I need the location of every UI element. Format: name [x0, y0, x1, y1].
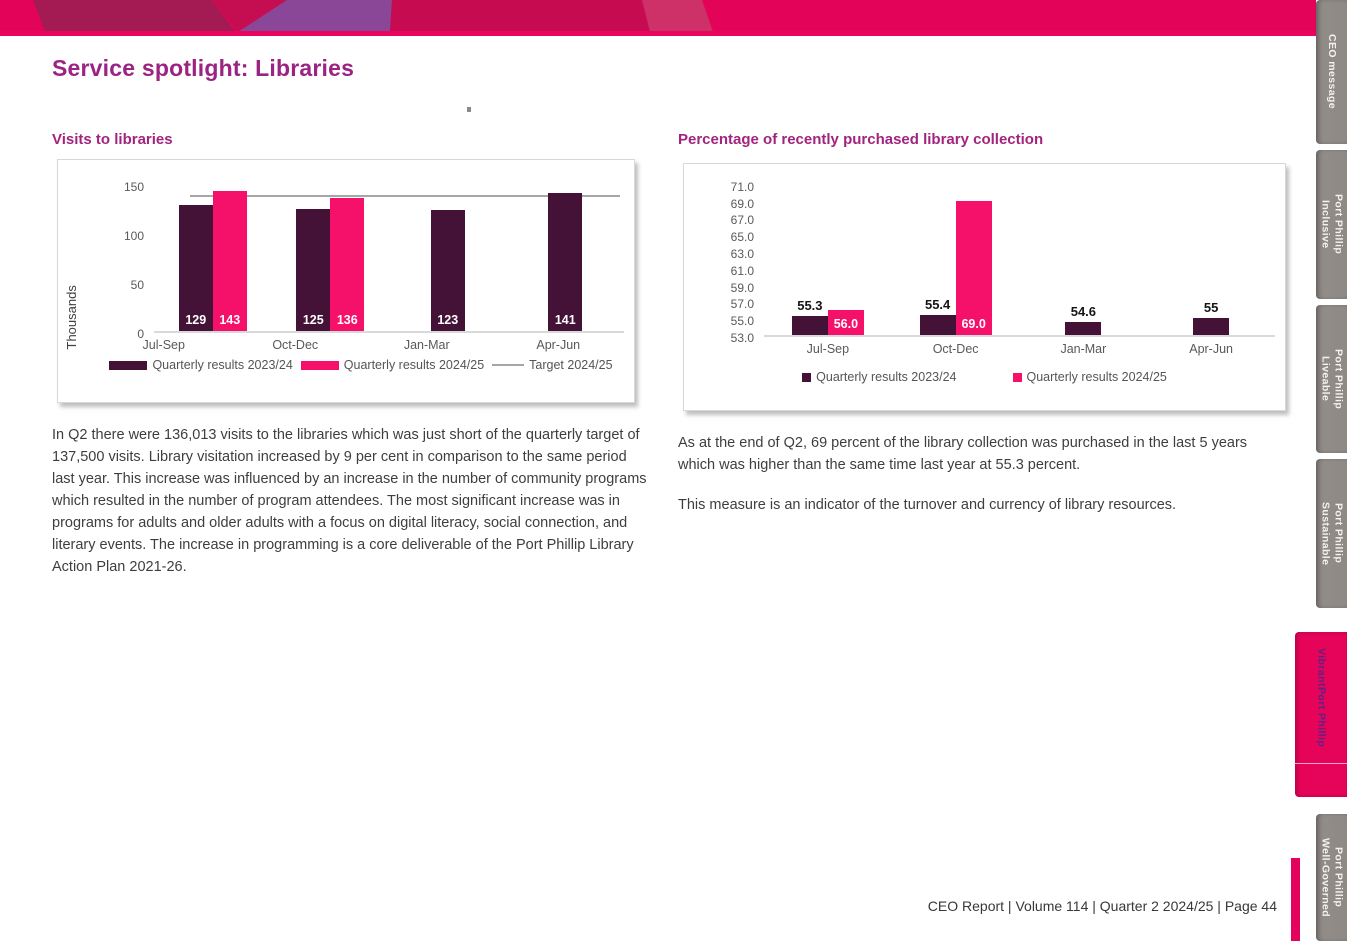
- tab-label: [1325, 34, 1338, 109]
- tab-label: [1318, 194, 1344, 254]
- banner-underline: [0, 31, 1316, 36]
- x-axis-label: Jul-Sep: [142, 338, 185, 352]
- bar: [792, 297, 828, 335]
- y-tick-label: 69.0: [730, 196, 754, 211]
- section-tab-sidebar: [1295, 0, 1347, 941]
- legend-swatch-line: [492, 364, 524, 366]
- y-axis-title: Thousands: [64, 285, 79, 350]
- legend-swatch: [109, 361, 147, 370]
- bar-value-label: 54.6: [1070, 303, 1097, 319]
- tab-label: [1295, 632, 1347, 763]
- y-tick-label: 100: [123, 229, 144, 243]
- tab-sustainable-port-phillip[interactable]: [1316, 459, 1347, 608]
- x-axis-label: Oct-Dec: [272, 338, 319, 352]
- x-axis-label: Jan-Mar: [403, 338, 450, 352]
- bar-value-label: 143: [219, 313, 241, 327]
- y-tick-label: 71.0: [730, 179, 754, 194]
- banner-shapes: [0, 0, 1316, 32]
- bar: [213, 191, 247, 331]
- tab-label-line: Liveable: [1319, 356, 1332, 402]
- bar: [296, 209, 330, 332]
- bar-value-label: 123: [437, 313, 459, 327]
- y-tick-label: 59.0: [730, 280, 754, 295]
- tab-liveable-port-phillip[interactable]: [1316, 305, 1347, 453]
- y-tick-label: 50: [130, 278, 144, 292]
- tab-label-line: Port Phillip: [1332, 847, 1345, 908]
- bar: [1065, 303, 1101, 335]
- legend-label: Quarterly results 2023/24: [152, 358, 293, 372]
- legend-swatch: [802, 373, 811, 382]
- chart-body: [684, 177, 1285, 345]
- chart-legend: [98, 358, 624, 372]
- tab-well-governed-port-phillip[interactable]: [1316, 814, 1347, 941]
- tab-label: [1318, 502, 1344, 565]
- tab-label-line: Port Phillip: [1315, 686, 1328, 747]
- page-title: Service spotlight: Libraries: [52, 55, 355, 81]
- x-axis-labels: [98, 338, 624, 352]
- legend-item: [1013, 370, 1167, 384]
- bar-group: [1147, 177, 1275, 335]
- bar: [828, 310, 864, 335]
- x-axis-label: Jan-Mar: [1060, 342, 1107, 356]
- legend-item: [492, 358, 612, 372]
- tab-label-line: Sustainable: [1319, 501, 1332, 566]
- bar-value-label: 141: [554, 313, 576, 327]
- bar: [330, 198, 364, 331]
- tab-label-line: Port Phillip: [1332, 194, 1345, 255]
- y-tick-label: 55.0: [730, 314, 754, 329]
- banner-graphic: [0, 0, 1316, 32]
- y-tick-label: 57.0: [730, 297, 754, 312]
- bar: [1193, 300, 1229, 335]
- bar-group: [764, 177, 892, 335]
- bar-value-label: 55.3: [797, 297, 823, 313]
- bar: [179, 205, 213, 331]
- right-body-text: [678, 432, 1279, 534]
- x-axis-label: Oct-Dec: [932, 342, 979, 356]
- legend-label: Quarterly results 2024/25: [1026, 370, 1167, 384]
- bar-value-label: 125: [302, 313, 324, 327]
- y-tick-label: 61.0: [730, 263, 754, 278]
- y-tick-label: 0: [137, 327, 144, 341]
- tab-label-line: Vibrant: [1315, 648, 1328, 687]
- bar-group: [1020, 177, 1148, 335]
- legend-swatch: [1013, 373, 1022, 382]
- bar-value-label: 56.0: [833, 317, 859, 331]
- tab-label-line: CEO message: [1326, 34, 1339, 110]
- collection-chart: [683, 163, 1286, 411]
- y-axis: [58, 173, 154, 350]
- legend-label: Quarterly results 2024/25: [343, 358, 485, 372]
- y-tick-label: 53.0: [730, 331, 754, 345]
- left-chart-heading: Visits to libraries: [52, 131, 173, 148]
- x-axis-label: Jul-Sep: [806, 342, 850, 356]
- tab-label: [1318, 349, 1344, 409]
- bar-value-label: 136: [336, 313, 358, 327]
- chart-legend: [684, 370, 1285, 384]
- legend-label: Quarterly results 2023/24: [816, 370, 957, 384]
- visits-chart: [57, 159, 635, 403]
- x-axis-label: Apr-Jun: [1189, 342, 1234, 356]
- plot-area: [154, 173, 624, 333]
- x-axis-label: Apr-Jun: [536, 338, 581, 352]
- tab-label-line: Well-Governed: [1319, 837, 1332, 918]
- y-tick-label: 150: [123, 180, 144, 194]
- bar-value-label: 129: [185, 313, 207, 327]
- legend-swatch: [301, 361, 339, 370]
- legend-item: [802, 370, 956, 384]
- bar-value-label: 69.0: [961, 317, 986, 331]
- x-axis-labels: [764, 342, 1275, 356]
- tab-label-line: Port Phillip: [1332, 348, 1345, 410]
- tab-label: [1318, 838, 1344, 917]
- tab-divider: [1295, 763, 1347, 764]
- bar: [431, 210, 465, 331]
- plot-area: [764, 177, 1275, 337]
- y-tick-label: 67.0: [730, 213, 754, 228]
- tab-ceo-message[interactable]: [1316, 0, 1347, 144]
- bar-value-label: 55.4: [924, 296, 951, 312]
- right-chart-heading: Percentage of recently purchased library collection: [678, 131, 1044, 148]
- legend-label: Target 2024/25: [529, 358, 613, 372]
- stray-dot: [467, 107, 471, 112]
- y-axis: [684, 177, 764, 345]
- tab-inclusive-port-phillip[interactable]: [1316, 150, 1347, 299]
- tab-label-line: Port Phillip: [1332, 503, 1345, 564]
- y-tick-label: 63.0: [730, 247, 754, 261]
- bar: [548, 193, 582, 331]
- tab-vibrant-port-phillip-active[interactable]: [1295, 632, 1347, 797]
- legend-item: [301, 358, 484, 372]
- bar: [920, 296, 956, 335]
- bar-group: [892, 177, 1020, 335]
- right-body-paragraph-2: This measure is an indicator of the turnover and currency of library resources.: [678, 497, 1177, 514]
- legend-item: [109, 358, 292, 372]
- y-tick-label: 65.0: [730, 230, 754, 245]
- right-body-paragraph-1: As at the end of Q2, 69 percent of the library collection was purchased in the last 5 years which was higher than the same time last year at 55.3 percent.: [678, 435, 1248, 474]
- bar-value-label: 55: [1203, 300, 1219, 316]
- left-body-text: In Q2 there were 136,013 visits to the libraries which was just short of the quarterly target of 137,500 visits. Library visitation increased by 9 per cent in comparison to the same period last year. This increase was influenced by an increase in the number of community programs which resulted in the number of program attendees. The most significant increase was in programs for adults and older adults with a focus on digital literacy, social connection, and literary events. The increase in programming is a core deliverable of the Port Phillip Library Action Plan 2021-26.: [52, 427, 647, 576]
- bar: [956, 201, 992, 335]
- page-footer: CEO Report | Volume 114 | Quarter 2 2024/25 | Page 44: [927, 898, 1277, 914]
- tab-label-line: Inclusive: [1319, 200, 1332, 249]
